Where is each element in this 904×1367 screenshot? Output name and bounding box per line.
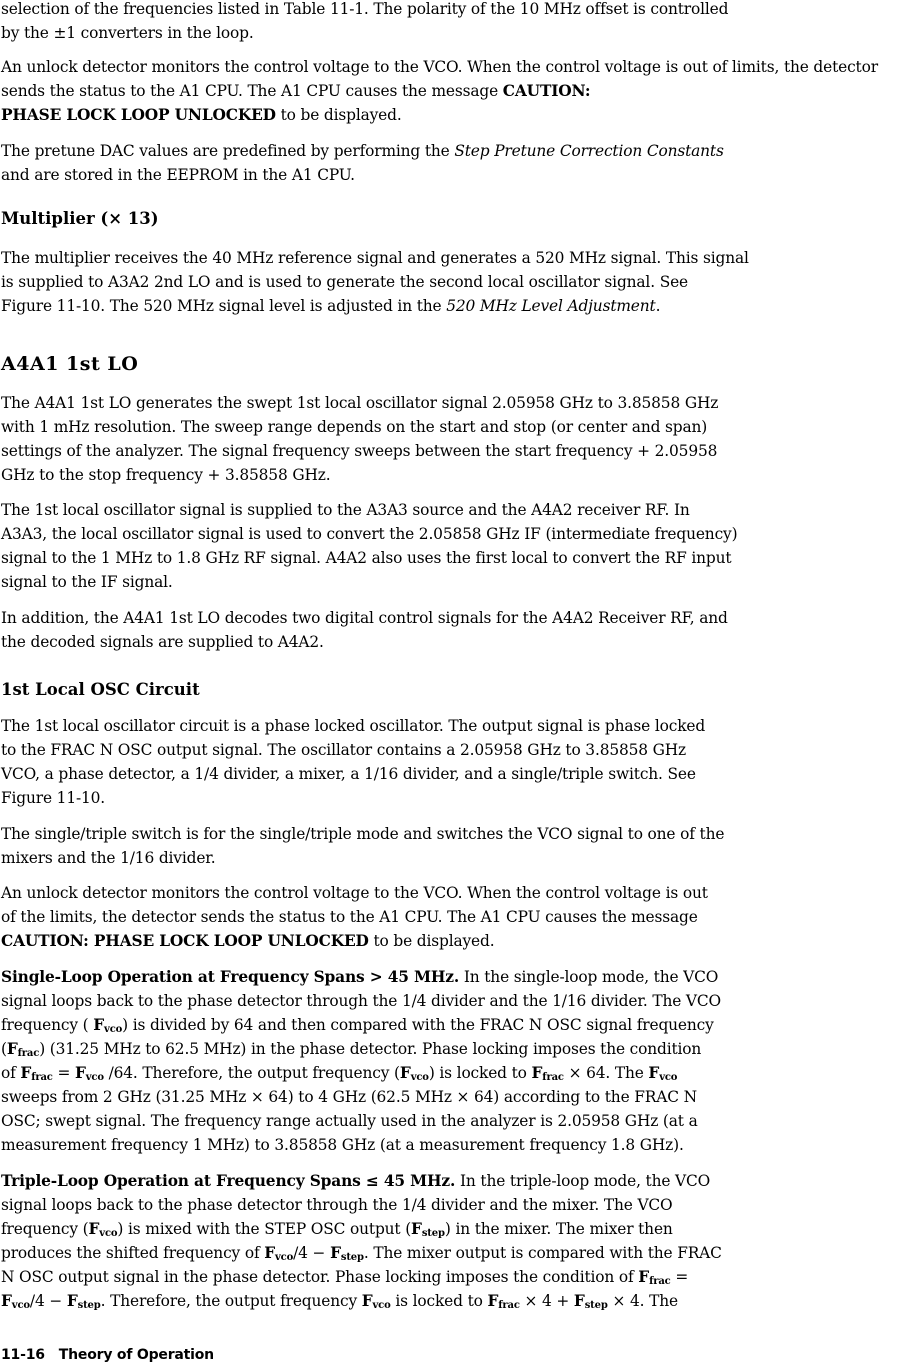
text-line [1,1013,904,1037]
text-run: /4 − [29,1292,67,1310]
symbol-f-step: $F_{step}$ [66,1292,101,1311]
paragraph-intro [1,0,904,45]
text-line [1,1061,904,1085]
text-line: signal to the 1 MHz to 1.8 GHz RF signal. A4A2 also uses the first local to convert the RF input [1,549,732,567]
paragraph-single-loop [1,965,904,1157]
symbol-f-vco: $F_{vco}$ [93,1016,123,1035]
text-line: GHz to the stop frequency + 3.85858 GHz. [1,466,331,484]
text-line: selection of the frequencies listed in Table 11-1. The polarity of the 10 MHz offset is controlled [1,0,729,18]
procedure-reference: 520 MHz Level Adjustment [446,297,656,315]
paragraph-unlock-detector [1,55,904,127]
text-line: An unlock detector monitors the control voltage to the VCO. When the control voltage is out [1,884,708,902]
text-block [1,55,904,127]
paragraph-a4a1-description [1,391,904,487]
text-line [1,1037,904,1061]
procedure-reference: Step Pretune Correction Constants [454,142,724,160]
text-line [1,294,904,318]
text-run: = [52,1064,75,1082]
text-line: The A4A1 1st LO generates the swept 1st local oscillator signal 2.05958 GHz to 3.85858 GHz [1,394,719,412]
heading-a4a1-1st-lo: A4A1 1st LO [1,353,139,375]
text-line: settings of the analyzer. The signal frequency sweeps between the start frequency + 2.05958 [1,442,718,460]
text-line [1,1289,904,1313]
section-title: Theory of Operation [58,1347,214,1363]
text-run: N OSC output signal in the phase detector. Phase locking imposes the condition of [1,1268,639,1286]
paragraph-osc-circuit [1,714,904,810]
text-run: ) is divided by 64 and then compared with the FRAC N OSC signal frequency [122,1016,714,1034]
symbol-f-step: $F_{step}$ [330,1244,364,1263]
text-line: In addition, the A4A1 1st LO decodes two digital control signals for the A4A2 Receiver RF, and [1,609,728,627]
text-run: of [1,1064,21,1082]
text-run: ( [1,1040,7,1058]
text-line: The 1st local oscillator signal is supplied to the A3A3 source and the A4A2 receiver RF. In [1,501,690,519]
text-line: and are stored in the EEPROM in the A1 CPU. [1,166,355,184]
text-line [1,1241,904,1265]
text-run: /4 − [293,1244,331,1262]
text-line: the decoded signals are supplied to A4A2. [1,633,324,651]
text-run: × 4 + [519,1292,574,1310]
text-run: . [655,297,661,315]
heading-multiplier: Multiplier (× 13) [1,209,159,228]
text-run: ) in the mixer. The mixer then [444,1220,673,1238]
text-run: ) (31.25 MHz to 62.5 MHz) in the phase detector. Phase locking imposes the condition [39,1040,702,1058]
run-in-heading: Triple-Loop Operation at Frequency Spans ≤ 45 MHz. [1,1172,456,1190]
paragraph-a4a1-supply [1,498,904,594]
symbol-f-vco: $F_{vco}$ [74,1064,104,1083]
caution-message: CAUTION: [502,82,591,100]
caution-message: PHASE LOCK LOOP UNLOCKED [1,106,276,124]
text-run: An unlock detector monitors the control voltage to the VCO. When the control voltage is out of limits, the detector sends the status to the A1 CPU. The A1 CPU causes the message [1,58,878,100]
text-line: sweeps from 2 GHz (31.25 MHz × 64) to 4 GHz (62.5 MHz × 64) according to the FRAC N [1,1088,697,1106]
text-run: is locked to [390,1292,488,1310]
text-run: ) is locked to [428,1064,532,1082]
text-run: Figure 11-10. The 520 MHz signal level is adjusted in the [1,297,447,315]
text-line: signal loops back to the phase detector through the 1/4 divider and the mixer. The VCO [1,1196,673,1214]
symbol-f-vco: $F_{vco}$ [1,1292,30,1311]
symbol-f-frac: $F_{frac}$ [6,1040,40,1059]
paragraph-a4a1-decode [1,606,904,654]
text-run: × 4. The [607,1292,678,1310]
text-line: A3A3, the local oscillator signal is used to convert the 2.05858 GHz IF (intermediate frequency) [1,525,738,543]
symbol-f-vco: $F_{vco}$ [361,1292,391,1311]
text-line [1,965,904,989]
text-line [1,139,904,163]
text-line: by the ±1 converters in the loop. [1,24,254,42]
heading-1st-local-osc-circuit: 1st Local OSC Circuit [1,680,200,699]
text-line: measurement frequency 1 MHz) to 3.85858 GHz (at a measurement frequency 1.8 GHz). [1,1136,684,1154]
text-line: The single/triple switch is for the single/triple mode and switches the VCO signal to one of the [1,825,725,843]
symbol-f-frac: $F_{frac}$ [531,1064,564,1083]
symbol-f-vco: $F_{vco}$ [264,1244,294,1263]
text-run: = [670,1268,689,1286]
symbol-f-vco: $F_{vco}$ [399,1064,429,1083]
caution-message: CAUTION: PHASE LOCK LOOP UNLOCKED [1,932,369,950]
text-line: signal to the IF signal. [1,573,173,591]
text-line: mixers and the 1/16 divider. [1,849,216,867]
text-run: ) is mixed with the STEP OSC output ( [117,1220,412,1238]
text-run: frequency ( [1,1016,94,1034]
symbol-f-vco: $F_{vco}$ [648,1064,678,1083]
symbol-f-step: $F_{step}$ [411,1220,445,1239]
page-number: 11-16 [1,1347,45,1363]
text-line [1,929,904,953]
text-run: /64. Therefore, the output frequency ( [103,1064,400,1082]
page-footer [1,1343,214,1367]
paragraph-triple-loop [1,1169,904,1313]
text-line [1,1169,904,1193]
text-run: to be displayed. [368,932,495,950]
paragraph-single-triple-switch [1,822,904,870]
symbol-f-frac: $F_{frac}$ [638,1268,671,1287]
text-line: with 1 mHz resolution. The sweep range depends on the start and stop (or center and span) [1,418,708,436]
text-run: frequency ( [1,1220,89,1238]
text-run: to be displayed. [275,106,402,124]
text-run: In the triple-loop mode, the VCO [455,1172,711,1190]
text-line: Figure 11-10. [1,789,106,807]
text-line: to the FRAC N OSC output signal. The oscillator contains a 2.05958 GHz to 3.85858 GHz [1,741,687,759]
text-line [1,1265,904,1289]
paragraph-multiplier [1,246,904,318]
text-run: The pretune DAC values are predefined by performing the [1,142,455,160]
symbol-f-vco: $F_{vco}$ [88,1220,118,1239]
symbol-f-frac: $F_{frac}$ [20,1064,53,1083]
paragraph-unlock-detector-2 [1,881,904,953]
text-run: . The mixer output is compared with the FRAC [363,1244,722,1262]
text-line: of the limits, the detector sends the status to the A1 CPU. The A1 CPU causes the message [1,908,698,926]
text-run: produces the shifted frequency of [1,1244,265,1262]
paragraph-pretune [1,139,904,187]
text-run: In the single-loop mode, the VCO [459,968,719,986]
text-line: OSC; swept signal. The frequency range actually used in the analyzer is 2.05958 GHz (at a [1,1112,698,1130]
text-line: signal loops back to the phase detector through the 1/4 divider and the 1/16 divider. The VCO [1,992,721,1010]
text-line: The multiplier receives the 40 MHz reference signal and generates a 520 MHz signal. This signal [1,249,749,267]
run-in-heading: Single-Loop Operation at Frequency Spans > 45 MHz. [1,968,460,986]
text-line [1,1217,904,1241]
text-run: . Therefore, the output frequency [100,1292,362,1310]
text-line: VCO, a phase detector, a 1/4 divider, a mixer, a 1/16 divider, and a single/triple switch. See [1,765,696,783]
text-line: The 1st local oscillator circuit is a phase locked oscillator. The output signal is phase locked [1,717,706,735]
symbol-f-frac: $F_{frac}$ [487,1292,520,1311]
text-line: is supplied to A3A2 2nd LO and is used to generate the second local oscillator signal. See [1,273,689,291]
text-run: × 64. The [563,1064,649,1082]
symbol-f-step: $F_{step}$ [573,1292,608,1311]
